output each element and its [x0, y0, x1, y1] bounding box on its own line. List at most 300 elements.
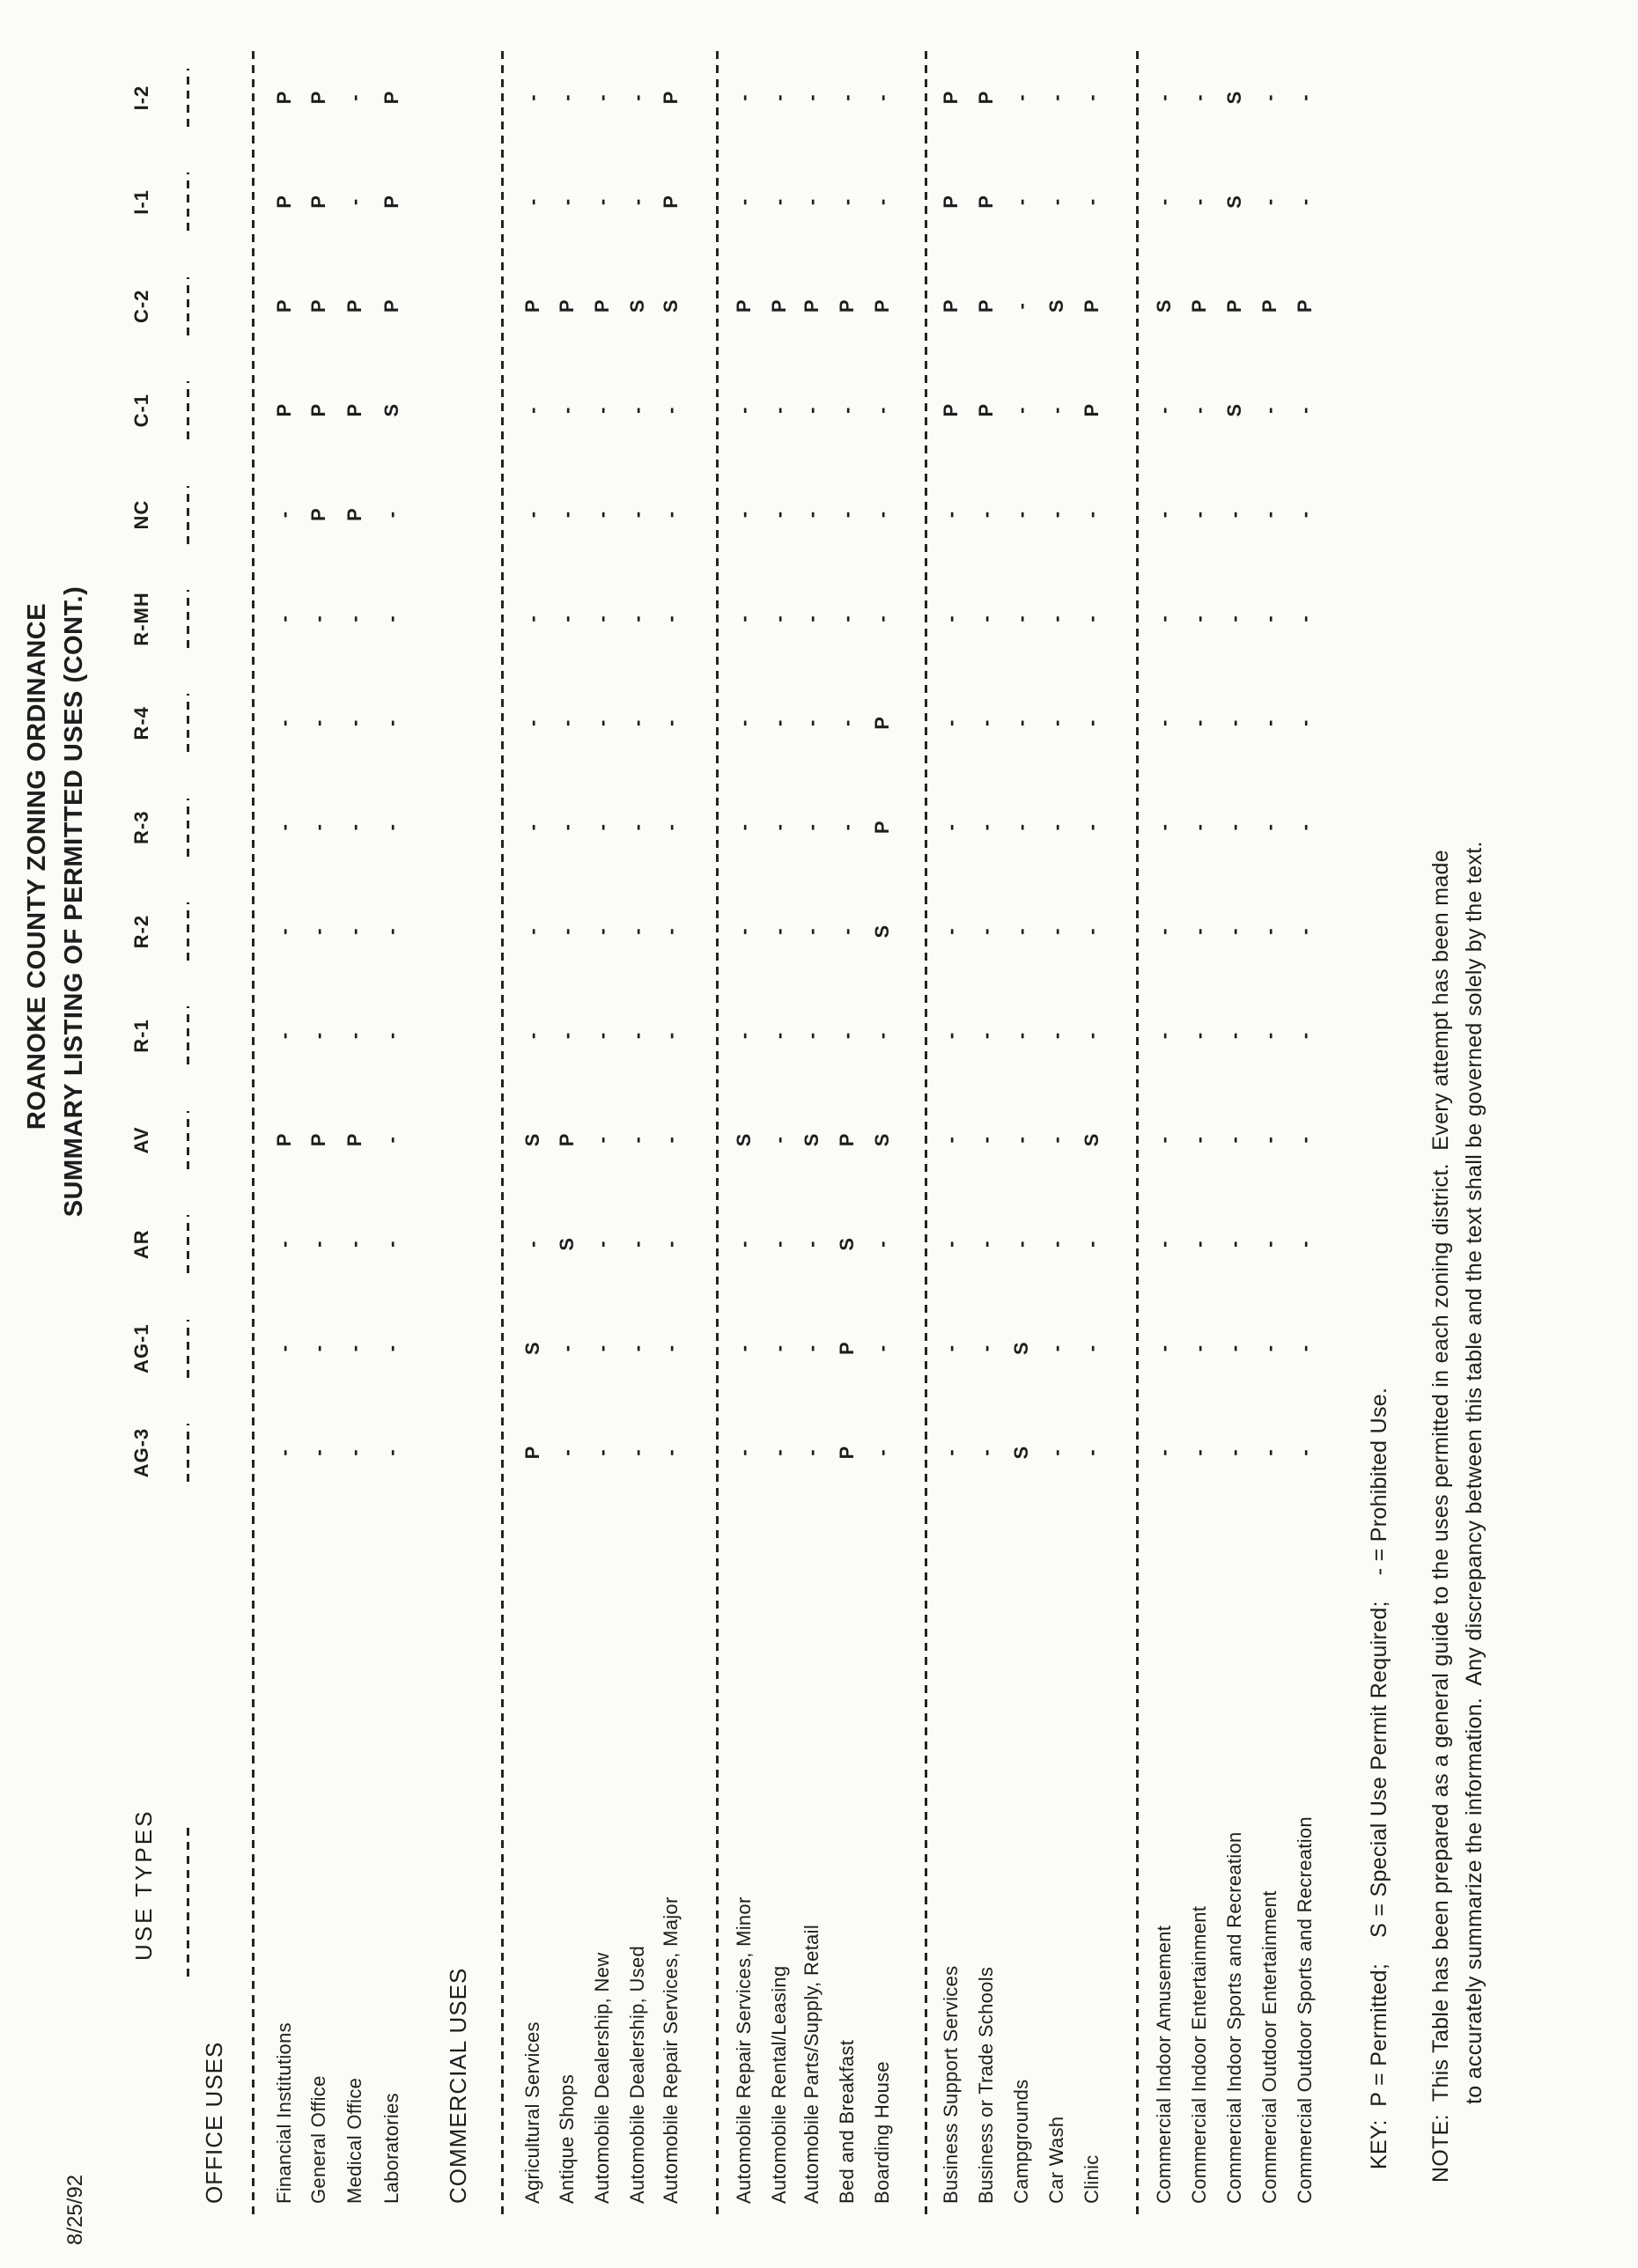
use-cell: - [343, 928, 365, 935]
use-cell: - [768, 511, 790, 519]
use-cell: - [975, 511, 997, 519]
use-row-name: Business or Trade Schools [975, 1966, 997, 2204]
use-cell: P [801, 299, 823, 313]
use-cell: S [1010, 1342, 1032, 1355]
use-cell: P [273, 195, 295, 209]
use-cell: P [660, 195, 682, 209]
use-cell: - [1081, 1344, 1103, 1352]
use-cell: P [871, 821, 893, 835]
use-cell: - [521, 407, 543, 414]
use-cell: - [1188, 824, 1210, 831]
use-cell: P [1081, 299, 1103, 313]
use-cell: - [768, 1137, 790, 1144]
use-cell: - [591, 615, 613, 622]
use-cell: - [1294, 1344, 1316, 1352]
use-cell: - [975, 928, 997, 935]
use-cell: S [380, 403, 402, 417]
use-cell: - [343, 198, 365, 206]
district-label-nc: NC [130, 499, 152, 530]
use-row-name: Medical Office [343, 2077, 365, 2204]
use-cell: - [521, 1241, 543, 1248]
use-cell: - [836, 198, 858, 206]
district-underline [187, 799, 189, 857]
district-underline [187, 381, 189, 439]
use-cell: - [273, 615, 295, 622]
use-cell: - [591, 1344, 613, 1352]
use-cell: - [871, 1449, 893, 1456]
use-cell: - [307, 824, 329, 831]
district-label-av: AV [130, 1126, 152, 1154]
use-cell: P [940, 91, 962, 105]
use-cell: - [521, 511, 543, 519]
use-cell: - [1258, 615, 1280, 622]
use-cell: - [273, 928, 295, 935]
use-cell: - [660, 407, 682, 414]
use-cell: - [1081, 1449, 1103, 1456]
use-cell: P [521, 299, 543, 313]
use-row-name: Automobile Repair Services, Major [660, 1896, 682, 2204]
use-cell: - [591, 511, 613, 519]
use-cell: - [1010, 198, 1032, 206]
use-cell: - [1223, 1137, 1245, 1144]
use-cell: - [871, 511, 893, 519]
use-cell: P [343, 508, 365, 521]
use-cell: - [556, 94, 578, 101]
use-cell: - [1294, 1241, 1316, 1248]
use-cell: - [1188, 1344, 1210, 1352]
use-cell: - [626, 824, 648, 831]
use-cell: - [1223, 1241, 1245, 1248]
use-cell: P [836, 299, 858, 313]
use-cell: - [768, 615, 790, 622]
use-cell: P [307, 508, 329, 521]
use-cell: - [940, 511, 962, 519]
use-cell: - [1258, 198, 1280, 206]
use-cell: P [380, 91, 402, 105]
use-cell: - [1188, 719, 1210, 727]
use-cell: - [1223, 824, 1245, 831]
use-cell: - [1045, 1241, 1067, 1248]
use-cell: - [521, 928, 543, 935]
use-cell: - [1045, 511, 1067, 519]
note-line-1: NOTE: This Table has been prepared as a general guide to the uses permitted in each zoning district. Every attempt has been made [1428, 850, 1453, 2183]
district-underline [187, 1215, 189, 1273]
use-cell: - [871, 198, 893, 206]
use-cell: - [307, 615, 329, 622]
use-cell: - [1223, 719, 1245, 727]
use-cell: - [556, 1032, 578, 1040]
use-cell: - [1153, 198, 1175, 206]
use-cell: - [1045, 615, 1067, 622]
use-cell: - [521, 719, 543, 727]
use-cell: - [1010, 719, 1032, 727]
use-cell: S [871, 924, 893, 939]
use-cell: - [1258, 824, 1280, 831]
use-cell: - [768, 1032, 790, 1040]
use-cell: - [660, 824, 682, 831]
use-cell: - [521, 824, 543, 831]
use-cell: - [380, 1137, 402, 1144]
use-cell: P [556, 1133, 578, 1147]
use-cell: - [273, 511, 295, 519]
use-cell: P [521, 1446, 543, 1460]
use-cell: - [343, 1449, 365, 1456]
use-cell: - [591, 1449, 613, 1456]
district-underline [187, 69, 189, 127]
use-cell: - [273, 1032, 295, 1040]
use-cell: - [1188, 94, 1210, 101]
use-cell: - [343, 615, 365, 622]
use-cell: - [1188, 1449, 1210, 1456]
use-cell: - [1258, 511, 1280, 519]
use-cell: - [733, 824, 755, 831]
use-cell: - [626, 719, 648, 727]
district-label-i-2: I-2 [130, 85, 152, 111]
use-row-name: Clinic [1081, 2154, 1103, 2204]
use-row-name: Antique Shops [556, 2073, 578, 2204]
use-cell: - [768, 407, 790, 414]
use-cell: - [591, 719, 613, 727]
use-cell: P [307, 299, 329, 313]
use-cell: - [975, 1449, 997, 1456]
use-cell: - [273, 1241, 295, 1248]
use-cell: - [1153, 511, 1175, 519]
use-cell: - [836, 928, 858, 935]
use-cell: - [343, 719, 365, 727]
use-cell: - [1294, 1137, 1316, 1144]
use-cell: - [801, 1344, 823, 1352]
use-cell: - [307, 928, 329, 935]
use-cell: - [660, 1137, 682, 1144]
use-cell: - [591, 824, 613, 831]
use-cell: P [1294, 299, 1316, 313]
use-cell: - [801, 1032, 823, 1040]
use-cell: - [1294, 928, 1316, 935]
use-cell: P [975, 299, 997, 313]
section-heading: COMMERCIAL USES [445, 1967, 471, 2204]
use-cell: - [556, 407, 578, 414]
use-cell: - [307, 719, 329, 727]
use-cell: - [871, 407, 893, 414]
use-cell: - [343, 824, 365, 831]
use-cell: - [1081, 824, 1103, 831]
use-cell: S [871, 1133, 893, 1147]
use-cell: - [1188, 1241, 1210, 1248]
use-cell: - [1188, 511, 1210, 519]
use-cell: - [343, 1032, 365, 1040]
section-divider-line [252, 48, 255, 2214]
use-cell: - [1223, 1032, 1245, 1040]
use-cell: - [1188, 407, 1210, 414]
use-cell: - [801, 1241, 823, 1248]
use-cell: P [556, 299, 578, 313]
use-cell: - [871, 615, 893, 622]
use-cell: - [1294, 94, 1316, 101]
use-cell: - [380, 1032, 402, 1040]
use-cell: - [871, 1241, 893, 1248]
use-cell: - [1045, 824, 1067, 831]
use-cell: P [380, 195, 402, 209]
use-cell: - [1223, 511, 1245, 519]
use-cell: - [626, 928, 648, 935]
district-underline [187, 694, 189, 752]
use-cell: P [975, 195, 997, 209]
use-cell: - [1294, 198, 1316, 206]
use-cell: - [1188, 198, 1210, 206]
use-cell: - [1081, 511, 1103, 519]
use-cell: - [733, 511, 755, 519]
use-row-name: Bed and Breakfast [836, 2039, 858, 2204]
use-cell: - [556, 719, 578, 727]
use-cell: - [1258, 1344, 1280, 1352]
use-cell: - [801, 824, 823, 831]
use-cell: - [1045, 1344, 1067, 1352]
use-row-name: Business Support Services [940, 1965, 962, 2204]
district-label-r-1: R-1 [130, 1019, 152, 1053]
use-cell: - [1223, 1449, 1245, 1456]
use-cell: - [556, 928, 578, 935]
use-cell: P [871, 717, 893, 730]
use-cell: - [626, 1032, 648, 1040]
use-cell: - [1188, 615, 1210, 622]
use-cell: P [1258, 299, 1280, 313]
use-cell: - [1188, 1032, 1210, 1040]
use-cell: P [1081, 403, 1103, 417]
section-divider-line [925, 48, 927, 2214]
use-cell: - [307, 1032, 329, 1040]
use-cell: - [1010, 928, 1032, 935]
use-cell: - [1010, 511, 1032, 519]
use-row-name: Laboratories [380, 2093, 402, 2204]
section-heading: OFFICE USES [201, 2041, 227, 2204]
use-cell: - [940, 719, 962, 727]
use-cell: - [591, 198, 613, 206]
use-cell: - [1045, 1137, 1067, 1144]
key-legend: KEY: P = Permitted; S = Special Use Permit Required; - = Prohibited Use. [1367, 1387, 1391, 2169]
use-cell: - [591, 1241, 613, 1248]
use-cell: - [1081, 94, 1103, 101]
use-cell: - [1294, 615, 1316, 622]
use-cell: - [1153, 1449, 1175, 1456]
district-underline [187, 1006, 189, 1064]
use-cell: S [836, 1237, 858, 1251]
use-cell: - [1258, 928, 1280, 935]
use-cell: P [940, 195, 962, 209]
use-cell: - [1010, 1137, 1032, 1144]
use-row-name: Commercial Indoor Amusement [1153, 1925, 1175, 2204]
use-cell: - [733, 719, 755, 727]
use-cell: - [940, 1032, 962, 1040]
use-cell: - [380, 511, 402, 519]
use-cell: - [380, 719, 402, 727]
use-cell: - [1294, 1449, 1316, 1456]
district-label-r-4: R-4 [130, 706, 152, 740]
district-underline [187, 486, 189, 544]
use-cell: - [1045, 928, 1067, 935]
district-underline [187, 1320, 189, 1378]
use-row-name: Automobile Repair Services, Minor [733, 1896, 755, 2204]
use-cell: P [273, 299, 295, 313]
use-cell: - [1258, 719, 1280, 727]
district-label-r-2: R-2 [130, 914, 152, 949]
use-cell: S [1010, 1446, 1032, 1460]
use-cell: - [1294, 1032, 1316, 1040]
use-cell: - [801, 1449, 823, 1456]
use-cell: P [871, 299, 893, 313]
use-types-underline [187, 1825, 189, 1977]
use-cell: - [1258, 407, 1280, 414]
use-cell: - [1153, 1137, 1175, 1144]
use-cell: - [626, 615, 648, 622]
document-subtitle: SUMMARY LISTING OF PERMITTED USES (CONT.) [60, 585, 88, 1218]
use-cell: - [556, 511, 578, 519]
use-cell: - [1223, 928, 1245, 935]
use-row-name: Commercial Indoor Sports and Recreation [1223, 1831, 1245, 2204]
use-cell: - [940, 1241, 962, 1248]
use-row-name: Automobile Dealership, New [591, 1952, 613, 2204]
use-cell: - [871, 1344, 893, 1352]
use-cell: - [801, 719, 823, 727]
use-cell: - [801, 198, 823, 206]
use-cell: - [556, 1449, 578, 1456]
use-cell: P [307, 1133, 329, 1147]
use-cell: - [1153, 1344, 1175, 1352]
use-cell: - [1258, 1137, 1280, 1144]
use-cell: - [591, 1137, 613, 1144]
use-cell: - [521, 198, 543, 206]
use-cell: S [626, 299, 648, 313]
use-cell: - [836, 719, 858, 727]
use-cell: P [975, 91, 997, 105]
use-cell: - [1010, 303, 1032, 310]
district-label-ag-1: AG-1 [130, 1323, 152, 1373]
use-cell: - [1010, 94, 1032, 101]
district-label-ag-3: AG-3 [130, 1427, 152, 1478]
use-cell: - [1045, 94, 1067, 101]
use-cell: - [1294, 719, 1316, 727]
use-cell: - [871, 1032, 893, 1040]
district-label-c-2: C-2 [130, 289, 152, 324]
use-cell: - [975, 1032, 997, 1040]
use-cell: - [1153, 928, 1175, 935]
use-cell: - [940, 1344, 962, 1352]
use-cell: - [1081, 1241, 1103, 1248]
use-cell: - [733, 1449, 755, 1456]
use-cell: - [1258, 1449, 1280, 1456]
use-cell: - [1081, 615, 1103, 622]
use-cell: P [660, 91, 682, 105]
use-cell: - [1045, 1449, 1067, 1456]
use-cell: P [273, 403, 295, 417]
use-cell: - [626, 94, 648, 101]
use-cell: - [660, 511, 682, 519]
use-cell: - [1294, 511, 1316, 519]
use-cell: S [1223, 91, 1245, 105]
use-cell: S [1153, 299, 1175, 313]
use-cell: P [836, 1133, 858, 1147]
use-cell: - [1153, 94, 1175, 101]
use-cell: - [556, 615, 578, 622]
use-cell: - [940, 1449, 962, 1456]
use-cell: - [801, 94, 823, 101]
use-cell: - [556, 824, 578, 831]
use-cell: - [1153, 1032, 1175, 1040]
use-cell: - [768, 94, 790, 101]
use-cell: - [660, 615, 682, 622]
use-cell: - [626, 407, 648, 414]
use-cell: - [521, 615, 543, 622]
use-cell: - [380, 824, 402, 831]
use-cell: S [1223, 195, 1245, 209]
use-cell: - [836, 94, 858, 101]
use-cell: S [660, 299, 682, 313]
use-cell: - [626, 1241, 648, 1248]
use-cell: - [1081, 1032, 1103, 1040]
use-cell: P [343, 403, 365, 417]
use-cell: - [836, 511, 858, 519]
use-cell: - [1153, 1241, 1175, 1248]
use-cell: - [591, 94, 613, 101]
use-cell: P [975, 403, 997, 417]
use-cell: - [733, 407, 755, 414]
use-cell: P [1188, 299, 1210, 313]
use-cell: - [1258, 1241, 1280, 1248]
use-cell: P [343, 1133, 365, 1147]
district-label-r-3: R-3 [130, 810, 152, 844]
use-cell: - [660, 719, 682, 727]
use-cell: - [380, 1344, 402, 1352]
use-cell: - [273, 719, 295, 727]
use-cell: - [940, 615, 962, 622]
use-cell: - [1258, 94, 1280, 101]
use-cell: - [836, 1032, 858, 1040]
use-cell: - [556, 1344, 578, 1352]
use-cell: - [975, 1137, 997, 1144]
use-cell: - [768, 719, 790, 727]
use-cell: - [1153, 407, 1175, 414]
use-row-name: Campgrounds [1010, 2079, 1032, 2204]
use-cell: - [626, 1449, 648, 1456]
use-cell: S [1081, 1133, 1103, 1147]
use-cell: - [836, 407, 858, 414]
use-cell: - [836, 615, 858, 622]
use-cell: - [273, 1449, 295, 1456]
use-cell: - [273, 1344, 295, 1352]
use-cell: - [660, 1344, 682, 1352]
use-cell: - [1153, 615, 1175, 622]
use-cell: - [1153, 719, 1175, 727]
use-cell: - [801, 615, 823, 622]
use-cell: - [975, 824, 997, 831]
use-cell: - [768, 928, 790, 935]
use-cell: - [1081, 198, 1103, 206]
use-cell: - [660, 928, 682, 935]
use-cell: P [307, 91, 329, 105]
use-cell: - [1188, 1137, 1210, 1144]
use-cell: - [660, 1032, 682, 1040]
use-cell: - [343, 1344, 365, 1352]
use-cell: - [556, 198, 578, 206]
use-cell: - [591, 1032, 613, 1040]
use-cell: P [591, 299, 613, 313]
use-cell: P [768, 299, 790, 313]
use-cell: - [1045, 198, 1067, 206]
district-underline [187, 1424, 189, 1482]
use-cell: - [343, 94, 365, 101]
use-cell: - [975, 615, 997, 622]
use-row-name: Commercial Outdoor Entertainment [1258, 1890, 1280, 2204]
use-cell: - [521, 1032, 543, 1040]
